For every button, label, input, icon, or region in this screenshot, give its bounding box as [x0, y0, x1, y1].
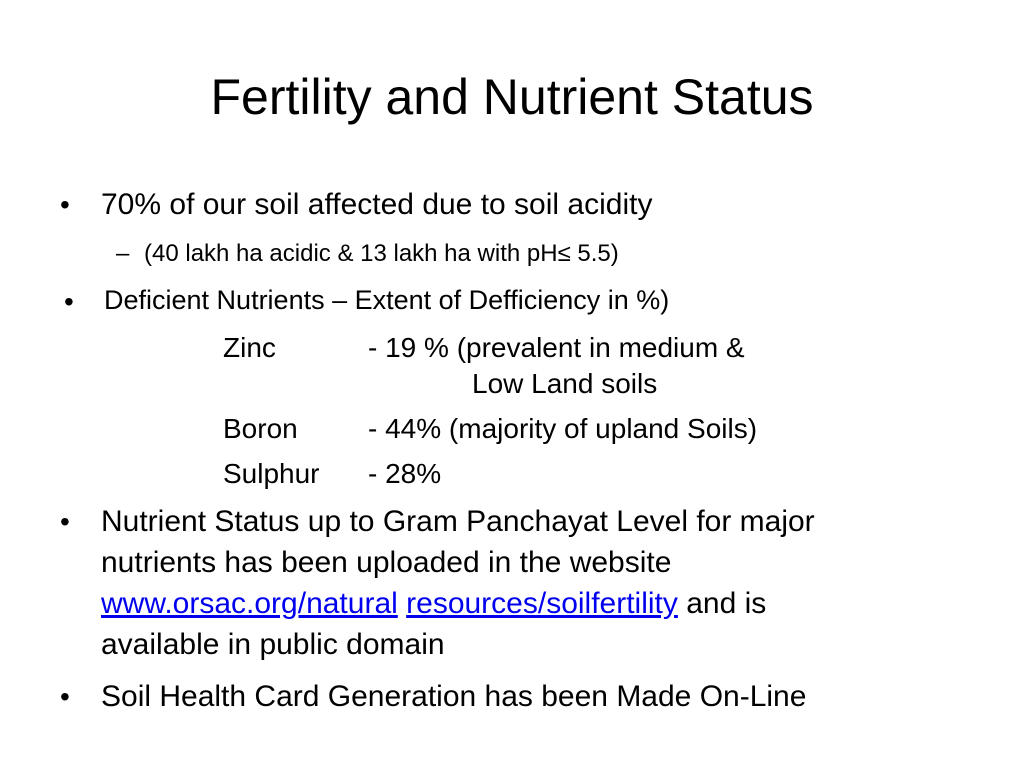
bullet-1-text: 70% of our soil affected due to soil acidity: [101, 188, 653, 221]
nutrient-name-sulphur: Sulphur: [223, 458, 320, 489]
slide-title: Fertility and Nutrient Status: [210, 69, 814, 125]
bullet-3-line-4: available in public domain: [101, 628, 445, 661]
bullet-2-text: Deficient Nutrients – Extent of Defficiency in %): [104, 285, 670, 315]
bullet-3-line-3: [101, 584, 766, 624]
bullet-3-line-2: nutrients has been uploaded in the website: [101, 546, 672, 579]
orsac-natural-link[interactable]: www.orsac.org/natural: [101, 587, 398, 620]
bullet-marker-4: •: [60, 681, 70, 712]
bullet-marker-1: •: [60, 189, 70, 220]
nutrient-name-boron: Boron: [223, 413, 298, 444]
bullet-marker-3: •: [60, 506, 70, 537]
bullet-3-after-links: and is: [686, 587, 767, 620]
nutrient-name-zinc: Zinc: [223, 332, 276, 363]
bullet-3-line-1: Nutrient Status up to Gram Panchayat Level for major: [101, 505, 815, 538]
nutrient-value-sulphur: - 28%: [368, 458, 442, 489]
soilfertility-link[interactable]: resources/soilfertility: [406, 587, 678, 620]
nutrient-value-zinc: - 19 % (prevalent in medium &: [368, 332, 745, 363]
sub-bullet-dash: –: [116, 240, 130, 267]
nutrient-value-zinc-cont: Low Land soils: [472, 368, 658, 399]
bullet-marker-2: •: [64, 286, 74, 317]
nutrient-value-boron: - 44% (majority of upland Soils): [368, 413, 758, 444]
bullet-4-text: Soil Health Card Generation has been Made On-Line: [101, 680, 807, 713]
sub-bullet-text: (40 lakh ha acidic & 13 lakh ha with pH≤ 5.5): [144, 240, 619, 267]
